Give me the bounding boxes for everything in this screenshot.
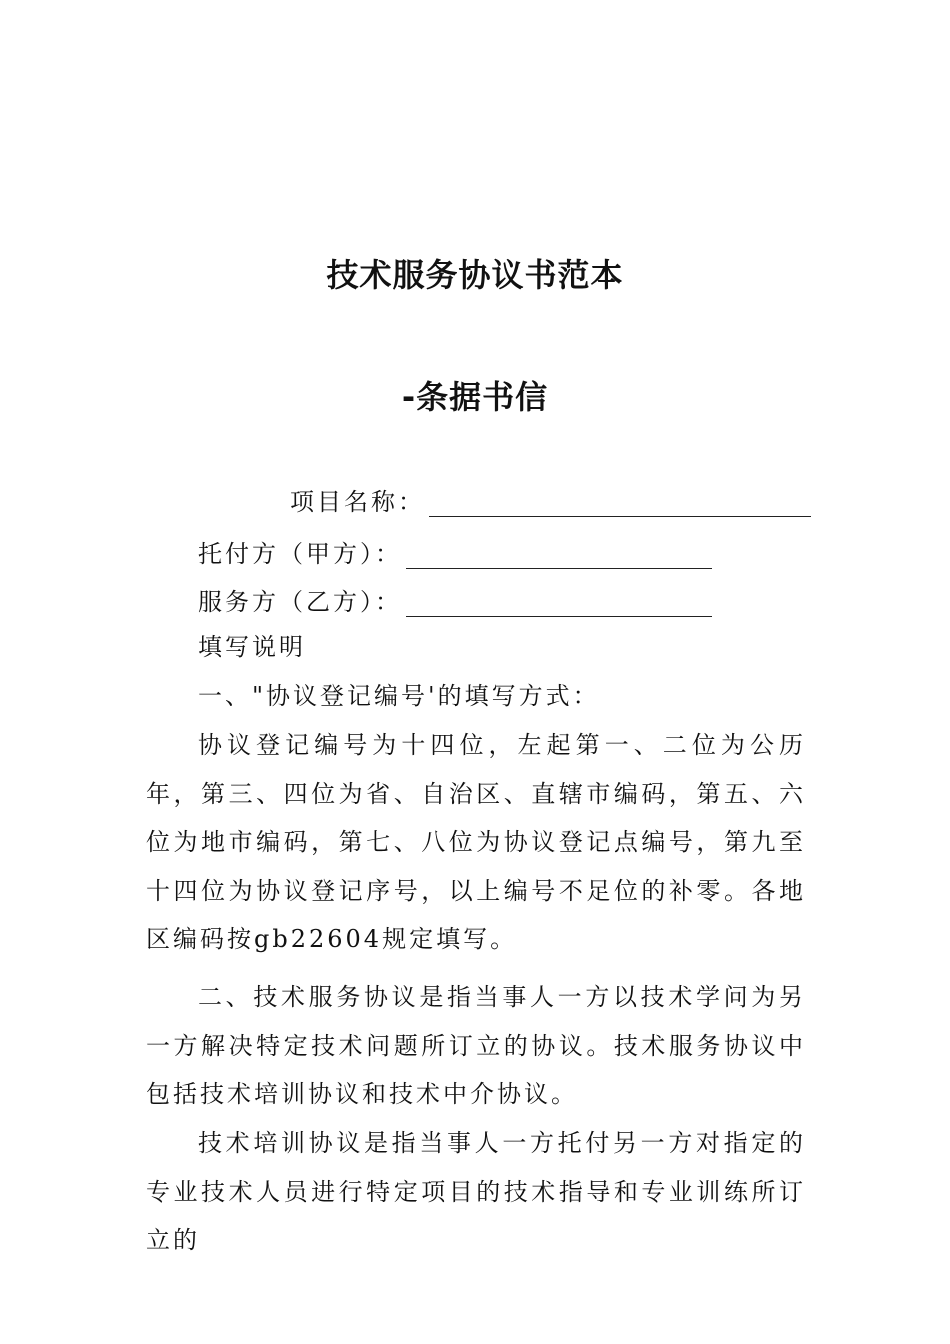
instructions-heading: 填写说明: [198, 633, 306, 661]
project-name-blank: [429, 496, 811, 517]
provider-field: [198, 582, 712, 617]
provider-label: 服务方（乙方）：: [198, 588, 402, 616]
item1-heading: 一、"协议登记编号'的填写方式：: [198, 682, 600, 710]
paragraph-service-definition: 二、技术服务协议是指当事人一方以技术学问为另一方解决特定技术问题所订立的协议。技术服务协议中包括技术培训协议和技术中介协议。: [146, 983, 806, 1108]
project-name-field: [290, 482, 811, 517]
provider-blank: [406, 596, 712, 617]
document-title: 技术服务协议书范本: [326, 256, 624, 294]
document-subtitle: -条据书信: [401, 378, 549, 416]
paragraph-registration-number: 协议登记编号为十四位，左起第一、二位为公历年，第三、四位为省、自治区、直辖市编码，第五、六位为地市编码，第七、八位为协议登记点编号，第九至十四位为协议登记序号，以上编号不足位的补零。各地区编码按gb22604规定填写。: [146, 731, 806, 953]
client-blank: [406, 548, 712, 569]
client-field: [198, 534, 712, 569]
client-label: 托付方（甲方）：: [198, 540, 402, 568]
paragraph-training-definition: 技术培训协议是指当事人一方托付另一方对指定的专业技术人员进行特定项目的技术指导和专业训练所订立的: [146, 1129, 806, 1254]
project-name-label: 项目名称：: [290, 488, 425, 516]
